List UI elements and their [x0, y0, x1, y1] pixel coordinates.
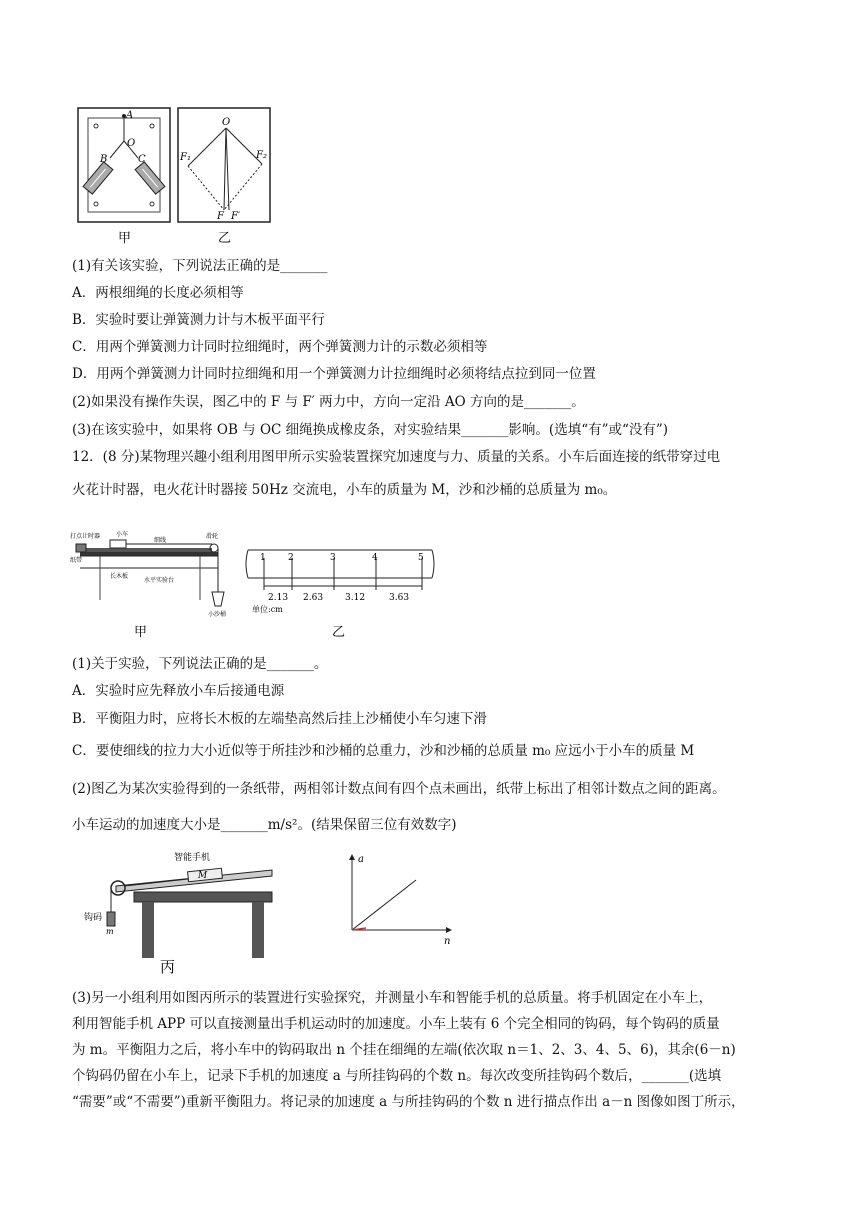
- caption-yi-2: 乙: [332, 625, 346, 640]
- app-label-pulley: 滑轮: [206, 533, 219, 540]
- q12-part3-line3: 为 m。平衡阻力之后，将小车中的钩码取出 n 个挂在细绳的左端(依次取 n＝1、2、3、4、5、6)，其余(6－n): [72, 1042, 736, 1058]
- q12-option-a: A．实验时应先释放小车后接通电源: [72, 683, 285, 699]
- tape-distance-4: 3.63: [389, 593, 410, 603]
- q11-option-a: A．两根细绳的长度必须相等: [72, 285, 244, 301]
- app-label-bucket: 小沙桶: [208, 611, 227, 618]
- label-F1: F₁: [180, 152, 191, 163]
- q12-part3-line4: 个钩码仍留在小车上，记录下手机的加速度 a 与所挂钩码的个数 n。每次改变所挂钩码个数后，_______(选填: [72, 1068, 722, 1084]
- label-hook: 钩码: [84, 913, 103, 923]
- tape-point-4: 4: [372, 553, 378, 563]
- label-A: A: [126, 110, 134, 121]
- label-B: B: [100, 154, 108, 165]
- tape-unit: 单位:cm: [252, 605, 283, 614]
- figure-phone-apparatus: [76, 848, 466, 976]
- q11-part2: (2)如果没有操作失误，图乙中的 F 与 F′ 两力中，方向一定沿 AO 方向的是_______。: [72, 394, 585, 410]
- tape-distance-2: 2.63: [303, 593, 324, 603]
- app-label-table: 水平实验台: [144, 577, 175, 584]
- q12-part3-line5: “需要”或“不需要”)重新平衡阻力。将记录的加速度 a 与所挂钩码的个数 n 进行描点作出 a－n 图像如图丁所示，: [72, 1094, 745, 1110]
- app-label-rope: 细线: [154, 537, 167, 544]
- caption-bing: 丙: [160, 958, 176, 976]
- tape-distance-1: 2.13: [268, 593, 289, 603]
- q12-intro-line2: 火花计时器，电火花计时器接 50Hz 交流电，小车的质量为 M，沙和沙桶的总质量为 m₀。: [72, 482, 617, 498]
- q11-option-d: D．用两个弹簧测力计同时拉细绳和用一个弹簧测力计拉细绳时必须将结点拉到同一位置: [72, 366, 596, 382]
- caption-yi: 乙: [218, 231, 232, 246]
- q12-part1: (1)关于实验，下列说法正确的是_______。: [72, 656, 328, 672]
- axis-label-n: n: [444, 936, 451, 947]
- app-label-timer: 打点计时器: [70, 533, 101, 540]
- caption-jia: 甲: [118, 231, 132, 246]
- caption-jia-2: 甲: [134, 625, 148, 640]
- tape-distance-3: 3.12: [345, 593, 366, 603]
- q12-intro-line1: 12．(8 分)某物理兴趣小组利用图甲所示实验装置探究加速度与力、质量的关系。小车后面连接的纸带穿过电: [72, 449, 721, 465]
- q12-option-b: B．平衡阻力时，应将长木板的左端垫高然后挂上沙桶使小车匀速下滑: [72, 711, 487, 727]
- q12-part3-line1: (3)另一小组利用如图丙所示的装置进行实验探究，并测量小车和智能手机的总质量。将手机固定在小车上，: [72, 990, 713, 1006]
- q12-part2-line1: (2)图乙为某次实验得到的一条纸带，两相邻计数点间有四个点未画出，纸带上标出了相邻计数点之间的距离。: [72, 781, 726, 797]
- tape-point-3: 3: [330, 553, 336, 563]
- q11-option-b: B．实验时要让弹簧测力计与木板平面平行: [72, 312, 325, 328]
- figure-cart-apparatus: [70, 528, 440, 640]
- tape-point-5: 5: [418, 553, 424, 563]
- tape-point-1: 1: [260, 553, 266, 563]
- tape-point-2: 2: [288, 553, 294, 563]
- q12-option-c: C．要使细线的拉力大小近似等于所挂沙和沙桶的总重力，沙和沙桶的总质量 m₀ 应远小于小车的质量 M: [72, 743, 695, 759]
- app-label-tape: 纸带: [70, 557, 83, 564]
- label-C: C: [138, 154, 146, 165]
- figure-force-apparatus: [76, 106, 276, 246]
- q12-part2-line2: 小车运动的加速度大小是_______m/s²。(结果保留三位有效数字): [72, 817, 457, 833]
- label-Fprime: F′: [231, 211, 241, 222]
- label-m: m: [106, 927, 114, 936]
- q11-part1: (1)有关该实验，下列说法正确的是_______: [72, 258, 328, 274]
- label-F2: F₂: [256, 150, 267, 161]
- q12-part3-line2: 利用智能手机 APP 可以直接测量出手机运动时的加速度。小车上装有 6 个完全相同的钩码，每个钩码的质量: [72, 1016, 720, 1032]
- q11-option-c: C．用两个弹簧测力计同时拉细绳时，两个弹簧测力计的示数必须相等: [72, 339, 488, 355]
- label-F: F: [217, 211, 224, 222]
- app-label-cart: 小车: [116, 531, 129, 538]
- app-label-board: 长木板: [110, 573, 129, 580]
- label-M: M: [198, 871, 208, 881]
- q11-part3: (3)在该实验中，如果将 OB 与 OC 细绳换成橡皮条，对实验结果_______影响。(选填“有”或“没有”): [72, 422, 669, 438]
- label-O2: O: [222, 117, 231, 128]
- label-phone: 智能手机: [174, 853, 211, 863]
- axis-label-a: a: [358, 854, 364, 865]
- label-O: O: [127, 138, 136, 149]
